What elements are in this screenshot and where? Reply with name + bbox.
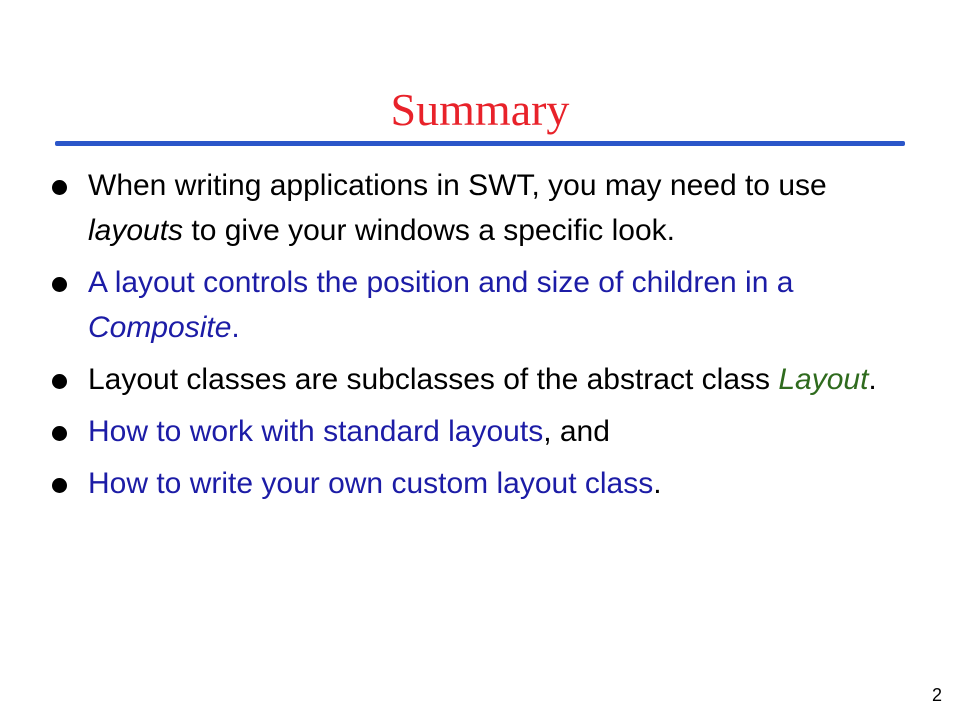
bullet-text: . [868,363,877,396]
bullet-text: . [231,311,240,344]
bullet-text: to give your windows a specific look. [183,214,675,247]
bullet-text: How to work with standard layouts [88,415,544,448]
slide-title: Summary [390,84,570,135]
bullet-dot-icon [52,426,67,441]
bullet-item-4 [48,409,908,454]
emphasis-text: Layout [778,363,869,396]
bullet-dot-icon [52,180,67,195]
bullet-item-1 [48,163,908,253]
bullet-text: How to write your own custom layout class [88,467,654,500]
bullet-text: . [653,467,662,500]
emphasis-text: layouts [88,214,184,247]
bullet-text: , and [543,415,610,448]
bullet-dot-icon [52,374,67,389]
page-number: 2 [931,685,942,705]
bullet-text: A layout controls the position and size of children in a [88,266,794,299]
emphasis-text: Composite [88,311,232,344]
bullet-list [48,163,908,513]
bullet-text: When writing applications in SWT, you may need to use [88,169,827,202]
bullet-dot-icon [52,478,67,493]
bullet-item-2 [48,260,908,350]
title-underline [55,141,905,146]
bullet-item-3 [48,357,908,402]
bullet-dot-icon [52,277,67,292]
bullet-text: Layout classes are subclasses of the abstract class [88,363,779,396]
bullet-item-5 [48,461,908,506]
